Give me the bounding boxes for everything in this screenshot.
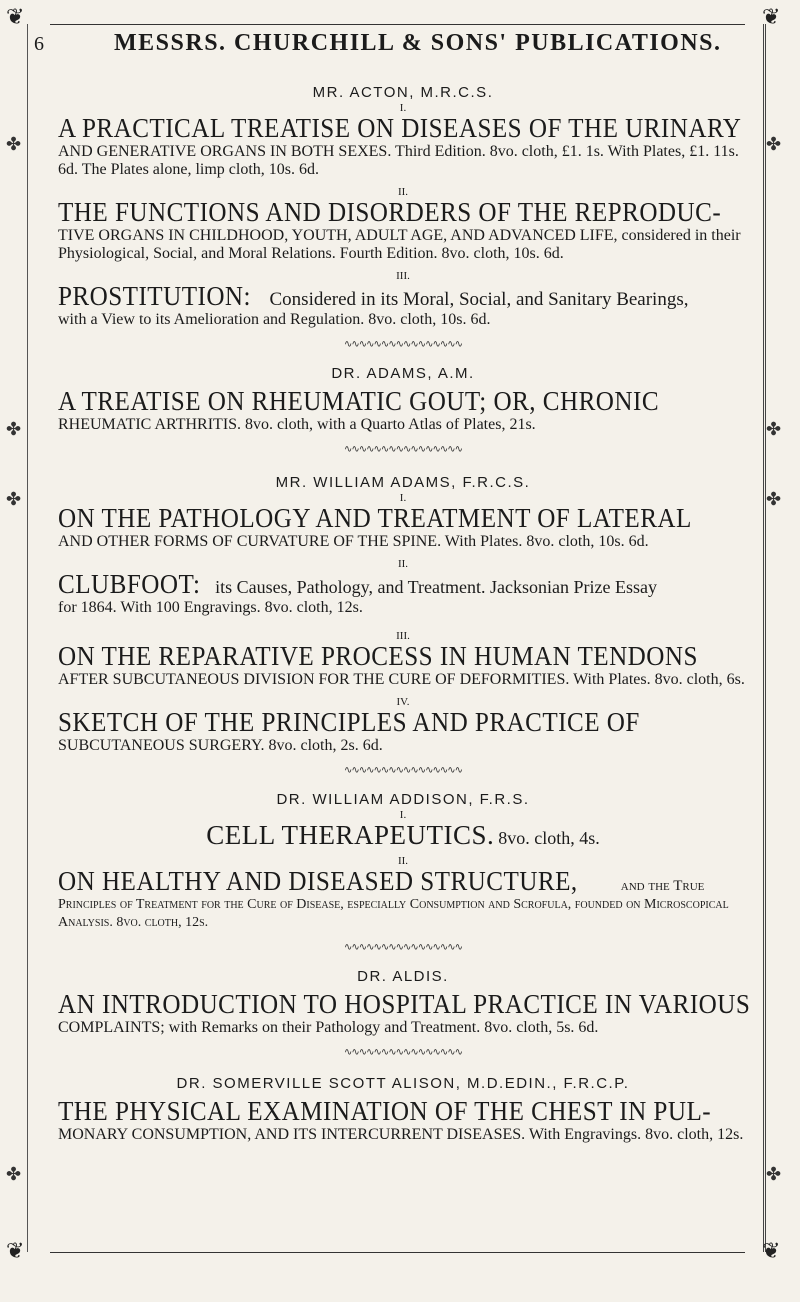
work-title: PROSTITUTION: [58,281,251,311]
work-title: AN INTRODUCTION TO HOSPITAL PRACTICE IN VARIOUS [58,989,751,1019]
work-title: ON HEALTHY AND DISEASED STRUCTURE, [58,866,578,896]
author-section [58,968,751,1037]
work-title: A TREATISE ON RHEUMATIC GOUT; OR, CHRONIC [58,386,660,416]
section-divider: ∿∿∿∿∿∿∿∿∿∿∿∿∿∿∿∿ [343,1047,463,1058]
work-title: ON THE PATHOLOGY AND TREATMENT OF LATERAL [58,503,692,533]
work-title-rest: and the True [620,878,705,894]
section-divider: ∿∿∿∿∿∿∿∿∿∿∿∿∿∿∿∿ [343,339,463,350]
work-number: II. [397,855,409,867]
side-ornament-icon: ✤ [766,134,782,154]
work-title-rest: 8vo. cloth, 4s. [498,828,600,848]
author-section [58,84,748,329]
right-border-rule [763,24,766,1252]
work-description: MONARY CONSUMPTION, AND ITS INTERCURRENT DISEASES. With Engravings. 8vo. cloth, 12s. [58,1126,744,1143]
work-number: III. [396,270,410,282]
work-description: RHEUMATIC ARTHRITIS. 8vo. cloth, with a Quarto Atlas of Plates, 21s. [58,416,536,433]
author-section [58,791,748,932]
corner-ornament-icon: ❦ [6,4,25,29]
work-description: SUBCUTANEOUS SURGERY. 8vo. cloth, 2s. 6d. [58,737,383,754]
work-description: AND GENERATIVE ORGANS IN BOTH SEXES. Third Edition. 8vo. cloth, £1. 1s. With Plates, £1. 11s. 6d. The Plates alone, limp cloth, 10s. 6d. [58,143,739,178]
side-ornament-icon: ✤ [6,419,22,439]
section-divider: ∿∿∿∿∿∿∿∿∿∿∿∿∿∿∿∿ [343,444,463,455]
work-title: A PRACTICAL TREATISE ON DISEASES OF THE URINARY [58,113,742,143]
section-divider: ∿∿∿∿∿∿∿∿∿∿∿∿∿∿∿∿ [343,942,463,953]
work-description: TIVE ORGANS IN CHILDHOOD, YOUTH, ADULT AGE, AND ADVANCED LIFE, considered in their Physiological, Social, and Moral Relations. Fourth Edition. 8vo. cloth, 10s. 6d. [58,227,741,262]
work-title: THE PHYSICAL EXAMINATION OF THE CHEST IN PUL- [58,1096,712,1126]
work-title-rest: Considered in its Moral, Social, and Sanitary Bearings, [269,289,689,310]
author-section [58,365,748,434]
corner-ornament-icon: ❦ [762,1238,781,1263]
work-description: with a View to its Amelioration and Regulation. 8vo. cloth, 10s. 6d. [58,311,491,328]
left-border-rule [27,24,28,1252]
work-description: AFTER SUBCUTANEOUS DIVISION FOR THE CURE OF DEFORMITIES. With Plates. 8vo. cloth, 6s. [58,671,745,688]
work-description: for 1864. With 100 Engravings. 8vo. cloth, 12s. [58,599,363,616]
work-number: II. [397,186,409,198]
corner-ornament-icon: ❦ [6,1238,25,1263]
side-ornament-icon: ✤ [6,134,22,154]
side-ornament-icon: ✤ [6,1164,22,1184]
work-title: THE FUNCTIONS AND DISORDERS OF THE REPRODUC- [58,197,722,227]
author-name: DR. WILLIAM ADDISON, F.R.S. [276,791,530,808]
author-name: MR. WILLIAM ADAMS, F.R.C.S. [275,474,531,491]
author-name: DR. ADAMS, A.M. [331,365,475,382]
work-description: COMPLAINTS; with Remarks on their Pathology and Treatment. 8vo. cloth, 5s. 6d. [58,1019,599,1036]
author-name: DR. SOMERVILLE SCOTT ALISON, M.D.EDIN., F.R.C.P. [176,1075,630,1092]
work-title-rest: its Causes, Pathology, and Treatment. Jacksonian Prize Essay [215,577,657,597]
work-title-line [58,569,748,599]
work-description: AND OTHER FORMS OF CURVATURE OF THE SPINE. With Plates. 8vo. cloth, 10s. 6d. [58,533,649,550]
corner-ornament-icon: ❦ [762,4,781,29]
author-name: DR. ALDIS. [357,968,449,985]
work-number: I. [399,809,407,821]
side-ornament-icon: ✤ [766,1164,782,1184]
work-number: I. [399,492,407,504]
running-title: MESSRS. CHURCHILL & SONS' PUBLICATIONS. [114,30,722,56]
author-section [58,474,748,755]
running-head [34,30,748,66]
work-number: III. [396,630,410,642]
work-title-line [58,281,748,311]
bottom-border-rule [50,1252,745,1253]
work-title-line [58,866,748,896]
work-title: CELL THERAPEUTICS. [206,820,495,850]
author-name: MR. ACTON, M.R.C.S. [312,84,494,101]
page-content [34,30,751,1144]
top-border-rule [50,24,745,25]
work-description: Principles of Treatment for the Cure of Disease, especially Consumption and Scrofula, founded on Microscopical Analysis. 8vo. cloth, 12s. [58,897,729,930]
side-ornament-icon: ✤ [766,419,782,439]
author-section [58,1075,748,1144]
work-title: SKETCH OF THE PRINCIPLES AND PRACTICE OF [58,707,640,737]
work-number: II. [397,558,409,570]
work-number: IV. [396,696,410,708]
section-divider: ∿∿∿∿∿∿∿∿∿∿∿∿∿∿∿∿ [343,765,463,776]
side-ornament-icon: ✤ [6,489,22,509]
work-number: I. [399,102,407,114]
work-title-line [58,820,748,850]
side-ornament-icon: ✤ [766,489,782,509]
work-title: ON THE REPARATIVE PROCESS IN HUMAN TENDONS [58,641,698,671]
work-title: CLUBFOOT: [58,569,201,599]
page-number: 6 [34,33,45,55]
